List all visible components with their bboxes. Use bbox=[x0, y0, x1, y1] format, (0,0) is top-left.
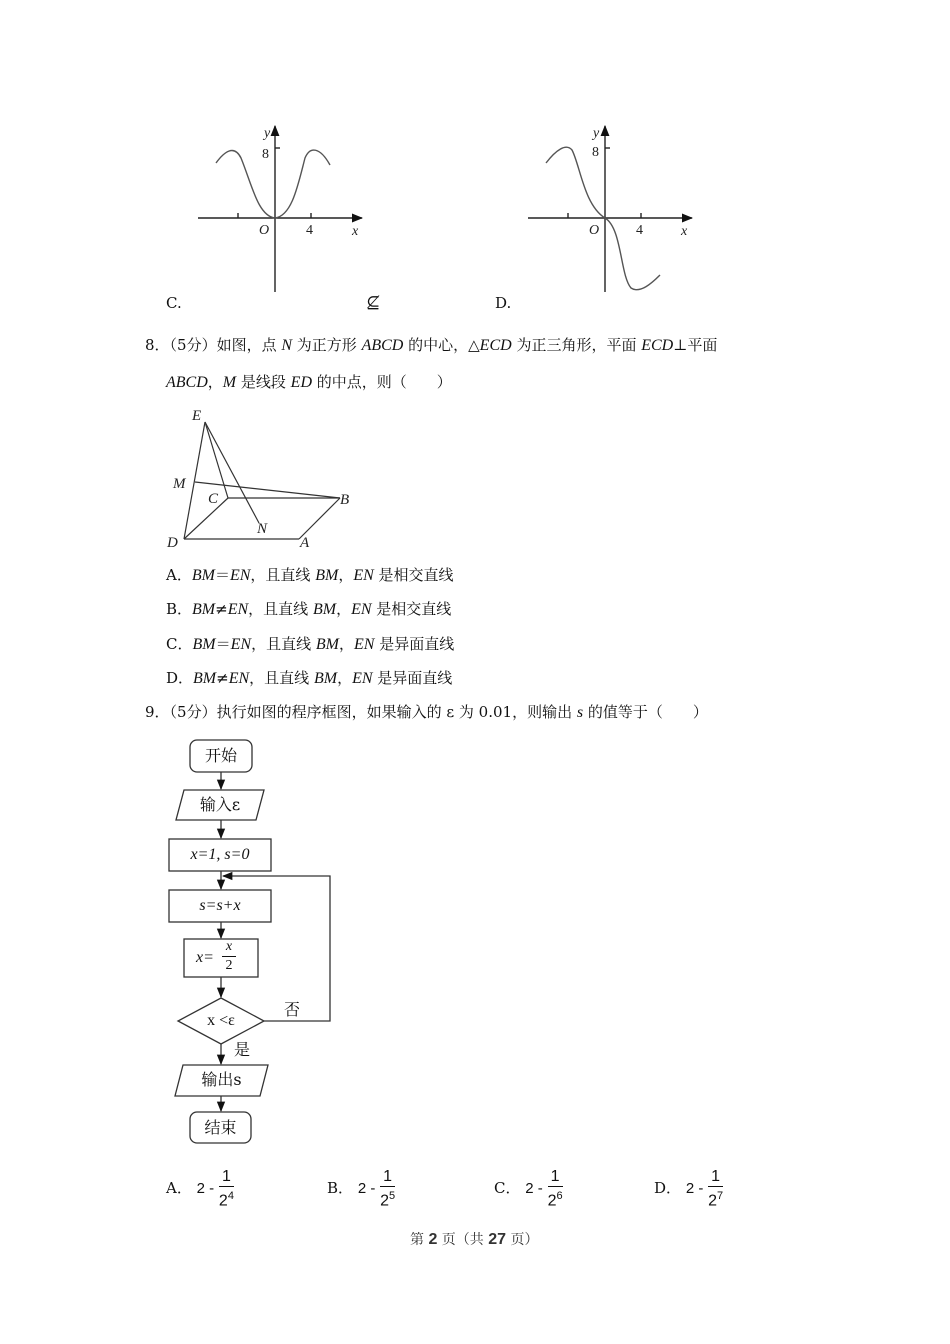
text-segment: B． bbox=[166, 600, 193, 618]
option-whole: 2 - bbox=[357, 1180, 376, 1198]
text-segment: ⊥平面 bbox=[673, 336, 718, 354]
flow-halve-numerator: x bbox=[222, 938, 236, 957]
footer-prefix: 第 bbox=[410, 1232, 429, 1248]
flow-halve-denominator: 2 bbox=[225, 958, 233, 973]
total-pages: 27 bbox=[488, 1231, 507, 1248]
text-segment: 是异面直线 bbox=[372, 669, 453, 687]
text-segment: A． bbox=[166, 566, 192, 584]
denominator bbox=[219, 1187, 234, 1210]
flow-start-text: 开始 bbox=[204, 746, 237, 765]
point-c-label: C bbox=[208, 491, 219, 507]
text-segment: 是异面直线 bbox=[374, 635, 455, 653]
option-d-label: D. bbox=[495, 294, 512, 312]
graph-c-origin: O bbox=[259, 223, 270, 238]
math-variable: EN bbox=[353, 567, 374, 584]
text-segment: ＝ bbox=[214, 566, 230, 584]
option-label: C． bbox=[494, 1179, 521, 1198]
option-fraction bbox=[219, 1168, 234, 1210]
text-segment: 为正三角形，平面 bbox=[511, 336, 642, 354]
math-variable: EN bbox=[230, 636, 252, 653]
text-segment: ， bbox=[338, 566, 354, 584]
exponent: 7 bbox=[717, 1190, 724, 1202]
option-whole: 2 - bbox=[525, 1180, 543, 1198]
footer-middle: 页（共 bbox=[437, 1232, 489, 1248]
text-segment: 是线段 bbox=[236, 373, 291, 391]
point-d-label: D bbox=[167, 535, 178, 551]
footer-suffix: 页） bbox=[506, 1232, 539, 1248]
page-footer bbox=[410, 1229, 539, 1249]
exponent: 6 bbox=[556, 1190, 563, 1202]
point-a-label: A bbox=[300, 535, 310, 551]
numerator: 1 bbox=[548, 1168, 563, 1187]
point-b-label: B bbox=[340, 492, 350, 508]
text-segment: ， bbox=[207, 373, 223, 391]
text-segment: ，且直线 bbox=[250, 566, 316, 584]
graph-d-x-label: x bbox=[681, 224, 688, 239]
math-variable: BM bbox=[313, 670, 338, 687]
text-segment: 的中心，△ bbox=[403, 336, 480, 354]
text-segment: ，且直线 bbox=[248, 600, 313, 618]
graph-d-tick-4: 4 bbox=[636, 223, 643, 238]
text-segment: 的中点，则（ ） bbox=[312, 373, 452, 391]
graph-c-x-label: x bbox=[352, 224, 359, 239]
flow-output-text: 输出s bbox=[201, 1070, 242, 1089]
numerator: 1 bbox=[380, 1168, 395, 1187]
option-fraction bbox=[548, 1168, 563, 1210]
math-variable: s bbox=[576, 704, 584, 721]
graph-d-y-label: y bbox=[593, 126, 600, 141]
text-segment: D． bbox=[166, 669, 194, 687]
flow-end-text: 结束 bbox=[204, 1118, 237, 1137]
option-fraction bbox=[708, 1168, 723, 1210]
graph-c-y-label: y bbox=[264, 126, 271, 141]
option-label: A． bbox=[166, 1179, 192, 1198]
math-variable: BM bbox=[193, 670, 217, 687]
math-variable: ABCD bbox=[361, 337, 404, 354]
math-variable: ECD bbox=[641, 337, 674, 354]
stray-symbol: ⊈ bbox=[366, 293, 381, 313]
curve bbox=[216, 150, 330, 218]
graph-c-tick-4: 4 bbox=[306, 223, 313, 238]
text-segment: ，且直线 bbox=[249, 669, 314, 687]
option-c-label: C. bbox=[166, 294, 182, 312]
text-segment: ， bbox=[337, 669, 353, 687]
math-variable: ABCD bbox=[166, 374, 208, 391]
question-8-text-cont bbox=[166, 372, 452, 393]
text-segment: 为正方形 bbox=[292, 336, 362, 354]
math-variable: ECD bbox=[479, 337, 512, 354]
point-e-label: E bbox=[192, 408, 202, 424]
graph-c-tick-8: 8 bbox=[262, 147, 269, 162]
flow-halve-fraction bbox=[222, 938, 236, 975]
question-9-text bbox=[145, 702, 708, 723]
base: 2 bbox=[380, 1192, 390, 1210]
point-n-label: N bbox=[257, 521, 268, 537]
question-9-option-d[interactable] bbox=[654, 1168, 723, 1210]
text-segment: ≠ bbox=[216, 669, 229, 687]
text-segment: ≠ bbox=[215, 600, 228, 618]
question-9-option-c[interactable] bbox=[494, 1168, 563, 1210]
point-m-label: M bbox=[173, 476, 186, 492]
math-variable: BM bbox=[312, 601, 337, 618]
math-variable: BM bbox=[315, 567, 339, 584]
math-variable: EN bbox=[352, 670, 373, 687]
text-segment: ， bbox=[338, 635, 354, 653]
base: 2 bbox=[708, 1192, 718, 1210]
math-variable: BM bbox=[192, 601, 216, 618]
option-label: D． bbox=[654, 1179, 682, 1198]
text-segment: ，且直线 bbox=[251, 635, 316, 653]
math-variable: EN bbox=[353, 636, 375, 653]
question-8-text bbox=[145, 335, 717, 356]
flow-no-label: 否 bbox=[284, 1000, 301, 1019]
math-variable: EN bbox=[351, 601, 372, 618]
numerator: 1 bbox=[708, 1168, 723, 1187]
math-variable: EN bbox=[229, 567, 251, 584]
question-8-option-a[interactable] bbox=[166, 565, 454, 586]
question-8-option-d[interactable] bbox=[166, 668, 452, 689]
text-segment: 9．（5分）执行如图的程序框图，如果输入的 ε 为 0.01，则输出 bbox=[145, 703, 577, 721]
current-page: 2 bbox=[428, 1231, 438, 1248]
question-8-option-c[interactable] bbox=[166, 634, 454, 655]
option-label: B． bbox=[327, 1179, 354, 1198]
denominator bbox=[548, 1187, 563, 1210]
graph-d-origin: O bbox=[589, 223, 600, 238]
text-segment: ， bbox=[336, 600, 352, 618]
text-segment: ＝ bbox=[215, 635, 231, 653]
flow-init-text: x=1, s=0 bbox=[190, 846, 250, 863]
base: 2 bbox=[218, 1192, 228, 1210]
math-variable: BM bbox=[191, 567, 215, 584]
base: 2 bbox=[547, 1192, 557, 1210]
question-9-option-b[interactable] bbox=[327, 1168, 395, 1210]
flow-input-text: 输入ε bbox=[199, 795, 241, 814]
graph-d-tick-8: 8 bbox=[592, 145, 599, 160]
math-variable: BM bbox=[192, 636, 216, 653]
text-segment: 8．（5分）如图，点 bbox=[145, 336, 282, 354]
math-variable: EN bbox=[227, 601, 249, 618]
math-variable: N bbox=[281, 337, 293, 354]
flow-condition-text: x <ε bbox=[207, 1012, 235, 1029]
math-variable: BM bbox=[315, 636, 339, 653]
text-segment: 是相交直线 bbox=[371, 600, 452, 618]
math-variable: M bbox=[222, 374, 237, 391]
flow-sum-text: s=s+x bbox=[199, 897, 241, 914]
exponent: 4 bbox=[227, 1190, 234, 1202]
exponent: 5 bbox=[389, 1190, 396, 1202]
math-variable: ED bbox=[290, 374, 312, 391]
flow-halve-lhs: x= bbox=[196, 949, 214, 966]
text-segment: C． bbox=[166, 635, 193, 653]
option-whole: 2 - bbox=[685, 1180, 704, 1198]
option-whole: 2 - bbox=[196, 1180, 215, 1198]
text-segment: 是相交直线 bbox=[373, 566, 454, 584]
graph-c bbox=[198, 126, 362, 292]
question-9-option-a[interactable] bbox=[166, 1168, 234, 1210]
numerator: 1 bbox=[219, 1168, 234, 1187]
denominator bbox=[708, 1187, 723, 1210]
graph-d bbox=[528, 126, 692, 292]
flow-yes-label: 是 bbox=[234, 1040, 251, 1059]
question-8-option-b[interactable] bbox=[166, 599, 451, 620]
option-fraction bbox=[380, 1168, 395, 1210]
text-segment: 的值等于（ ） bbox=[583, 703, 708, 721]
math-variable: EN bbox=[228, 670, 250, 687]
denominator bbox=[380, 1187, 395, 1210]
